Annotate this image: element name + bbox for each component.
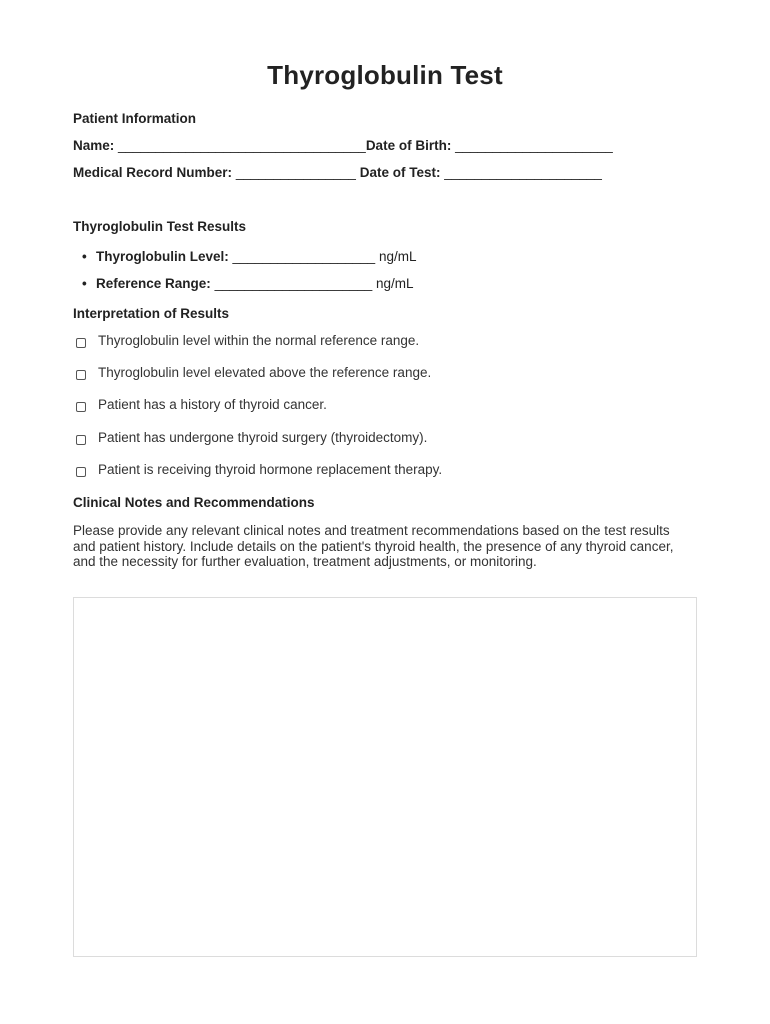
interpretation-option-thyroidectomy[interactable] [76,430,427,445]
dob-field[interactable]: _____________________ [455,138,613,153]
interpretation-option-hormone-therapy[interactable] [76,462,442,477]
notes-heading: Clinical Notes and Recommendations [73,495,315,510]
checkbox[interactable] [76,338,86,348]
range-field[interactable]: _____________________ [214,276,373,291]
option-label: Patient is receiving thyroid hormone replacement therapy. [98,462,443,477]
checkbox[interactable] [76,435,86,445]
notes-instructions: Please provide any relevant clinical notes and treatment recommendations based on the test results and patient history. Include details on the patient's thyroid health, the presence of any thyroid cancer, and the necessity for further evaluation, treatment adjustments, or monitoring. [73,523,674,569]
interpretation-option-normal[interactable] [76,333,419,348]
name-dob-row [73,138,613,153]
option-label: Patient has a history of thyroid cancer. [98,397,327,412]
page-title: Thyroglobulin Test [267,60,503,90]
range-unit: ng/mL [376,276,414,291]
mrn-field[interactable]: ________________ [235,165,356,180]
test-date-label: Date of Test: [359,165,441,180]
result-item-level [82,249,416,264]
bullet-icon: • [82,276,87,291]
clinical-notes-textbox[interactable] [73,597,697,957]
test-date-field[interactable]: _____________________ [444,165,602,180]
level-unit: ng/mL [378,249,417,264]
mrn-label: Medical Record Number: [73,165,233,180]
results-heading: Thyroglobulin Test Results [73,219,247,234]
name-label: Name: [73,138,115,153]
patient-info-heading: Patient Information [73,111,197,126]
name-field[interactable]: _________________________________ [118,138,366,153]
option-label: Thyroglobulin level within the normal reference range. [98,333,420,348]
dob-label: Date of Birth: [365,138,452,153]
checkbox[interactable] [76,467,86,477]
option-label: Patient has undergone thyroid surgery (thyroidectomy). [98,430,428,445]
interpretation-heading: Interpretation of Results [73,306,230,321]
interpretation-option-cancer-history[interactable] [76,397,327,412]
interpretation-option-elevated[interactable] [76,365,431,380]
checkbox[interactable] [76,402,86,412]
checkbox[interactable] [76,370,86,380]
level-label: Thyroglobulin Level: [96,249,229,264]
option-label: Thyroglobulin level elevated above the reference range. [98,365,432,380]
range-label: Reference Range: [96,276,211,291]
bullet-icon: • [82,249,87,264]
result-item-range [82,276,414,291]
level-field[interactable]: ___________________ [232,249,376,264]
mrn-dot-row [73,165,602,180]
